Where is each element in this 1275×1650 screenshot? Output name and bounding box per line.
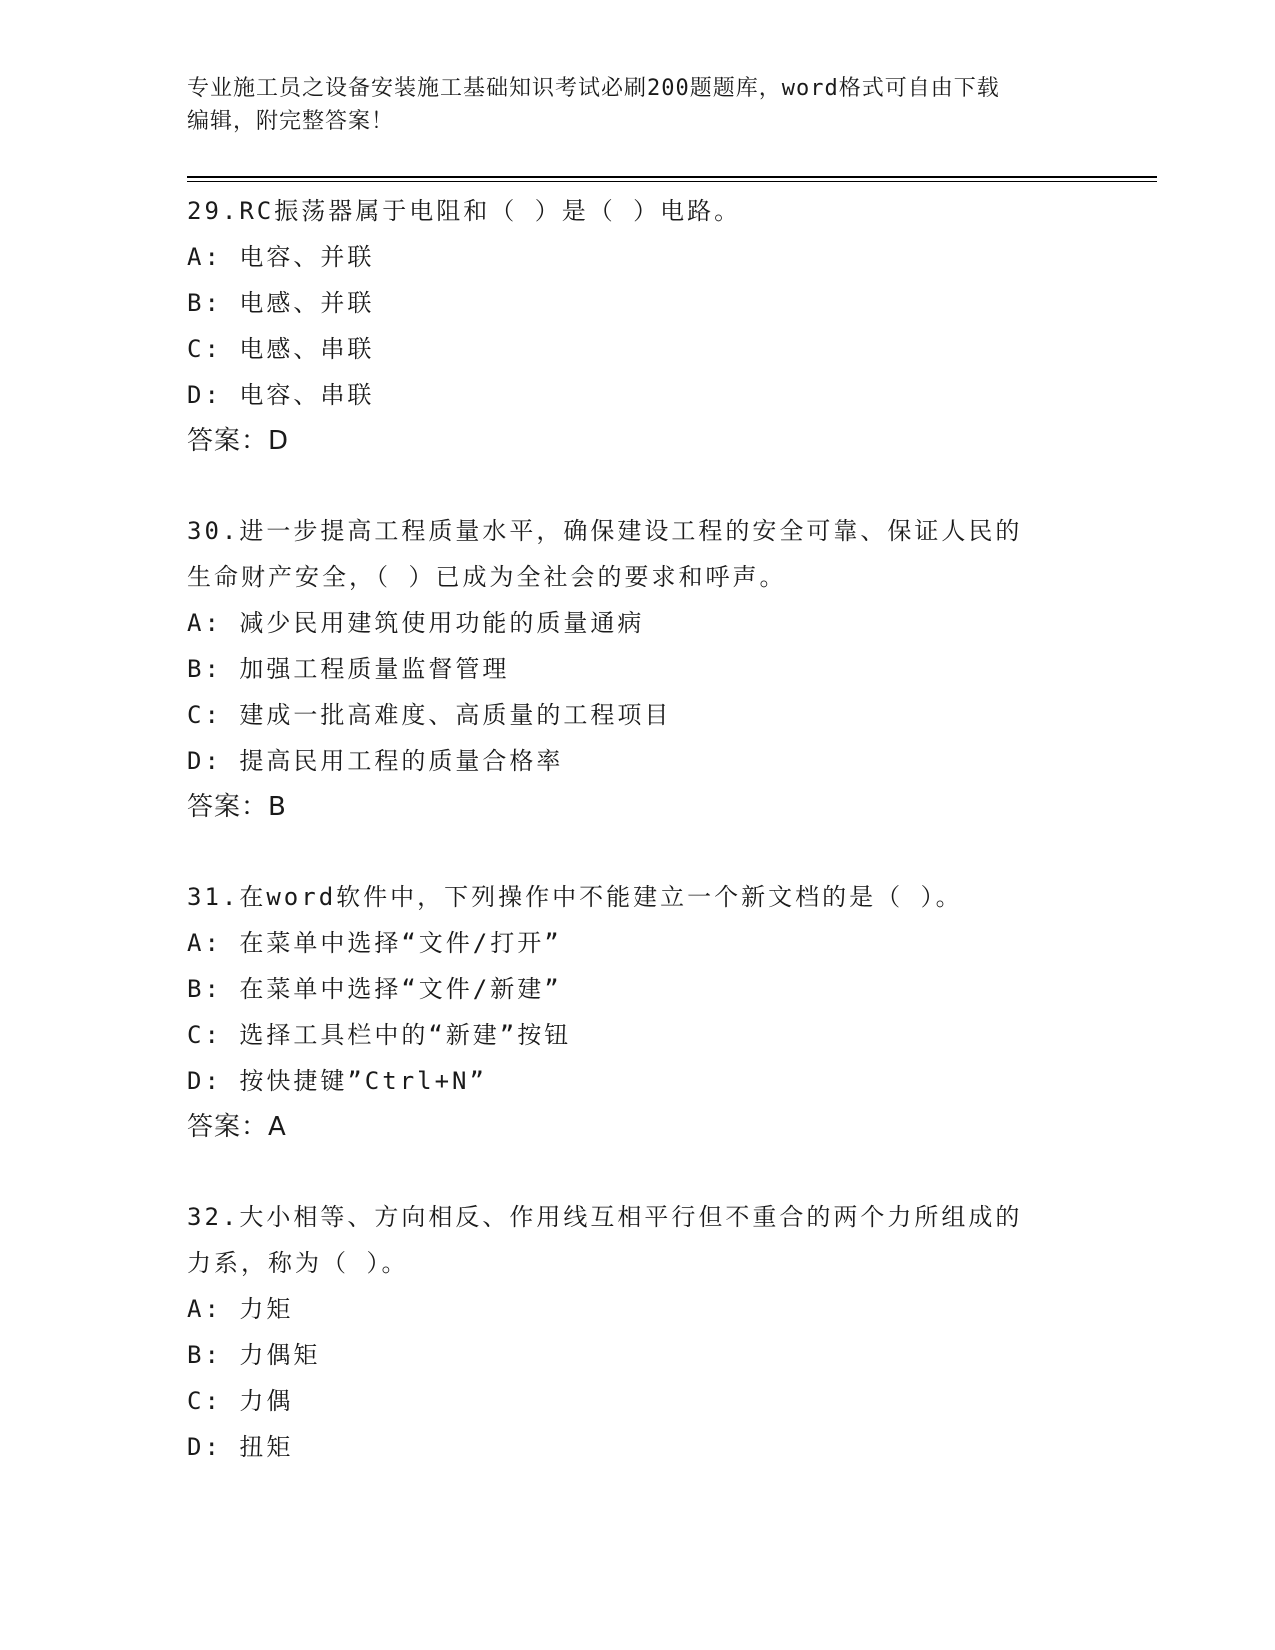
question-block — [187, 188, 1087, 464]
option-text: 扭矩 — [239, 1433, 294, 1461]
answer-line: 答案：A — [187, 1112, 287, 1142]
option-key: C: — [187, 1021, 222, 1049]
option-row — [187, 1286, 1087, 1332]
document-header — [187, 72, 1087, 138]
option-row — [187, 1332, 1087, 1378]
option-key: A: — [187, 243, 222, 271]
option-key: C: — [187, 701, 222, 729]
option-row — [187, 372, 1087, 418]
option-row — [187, 600, 1087, 646]
option-row — [187, 692, 1087, 738]
option-key: B: — [187, 975, 222, 1003]
option-key: A: — [187, 1295, 222, 1323]
option-text: 选择工具栏中的“新建”按钮 — [239, 1021, 572, 1049]
question-stem-line: 生命财产安全，（ ）已成为全社会的要求和呼声。 — [187, 563, 787, 591]
question-list — [187, 188, 1087, 1514]
option-row — [187, 280, 1087, 326]
question-stem-line: 31.在word软件中，下列操作中不能建立一个新文档的是（ ）。 — [187, 883, 963, 911]
option-text: 电容、串联 — [239, 381, 375, 409]
option-key: A: — [187, 929, 222, 957]
option-key: D: — [187, 747, 222, 775]
question-block — [187, 1194, 1087, 1470]
header-line-2: 编辑，附完整答案！ — [187, 109, 395, 134]
option-row — [187, 1012, 1087, 1058]
option-row — [187, 1058, 1087, 1104]
option-row — [187, 920, 1087, 966]
option-text: 提高民用工程的质量合格率 — [239, 747, 564, 775]
option-text: 电容、并联 — [239, 243, 375, 271]
question-stem-line: 32.大小相等、方向相反、作用线互相平行但不重合的两个力所组成的 — [187, 1203, 1023, 1231]
option-row — [187, 738, 1087, 784]
option-text: 在菜单中选择“文件/打开” — [239, 929, 562, 957]
option-key: C: — [187, 335, 222, 363]
header-line-1: 专业施工员之设备安装施工基础知识考试必刷200题题库，word格式可自由下载 — [187, 76, 1000, 101]
answer-line: 答案：D — [187, 426, 290, 456]
option-text: 力偶矩 — [239, 1341, 321, 1369]
option-text: 力矩 — [239, 1295, 294, 1323]
option-key: A: — [187, 609, 222, 637]
option-text: 电感、串联 — [239, 335, 375, 363]
option-text: 减少民用建筑使用功能的质量通病 — [239, 609, 645, 637]
option-text: 在菜单中选择“文件/新建” — [239, 975, 562, 1003]
option-key: B: — [187, 289, 222, 317]
option-row — [187, 646, 1087, 692]
option-text: 按快捷键”Ctrl+N” — [239, 1067, 487, 1095]
answer-line: 答案：B — [187, 792, 287, 822]
option-key: D: — [187, 1067, 222, 1095]
question-stem-line: 30.进一步提高工程质量水平，确保建设工程的安全可靠、保证人民的 — [187, 517, 1023, 545]
option-key: D: — [187, 381, 222, 409]
question-stem-line: 力系，称为（ ）。 — [187, 1249, 409, 1277]
option-row — [187, 966, 1087, 1012]
option-row — [187, 1424, 1087, 1470]
option-key: C: — [187, 1387, 222, 1415]
option-key: B: — [187, 655, 222, 683]
header-divider-thick — [187, 176, 1157, 178]
option-row — [187, 234, 1087, 280]
option-row — [187, 1378, 1087, 1424]
option-key: D: — [187, 1433, 222, 1461]
option-row — [187, 326, 1087, 372]
question-stem-line: 29.RC振荡器属于电阻和（ ）是（ ）电路。 — [187, 197, 742, 225]
option-text: 力偶 — [239, 1387, 294, 1415]
question-block — [187, 874, 1087, 1150]
option-key: B: — [187, 1341, 222, 1369]
question-block — [187, 508, 1087, 830]
option-text: 加强工程质量监督管理 — [239, 655, 510, 683]
option-text: 建成一批高难度、高质量的工程项目 — [239, 701, 672, 729]
header-divider-thin — [187, 181, 1157, 182]
option-text: 电感、并联 — [239, 289, 375, 317]
